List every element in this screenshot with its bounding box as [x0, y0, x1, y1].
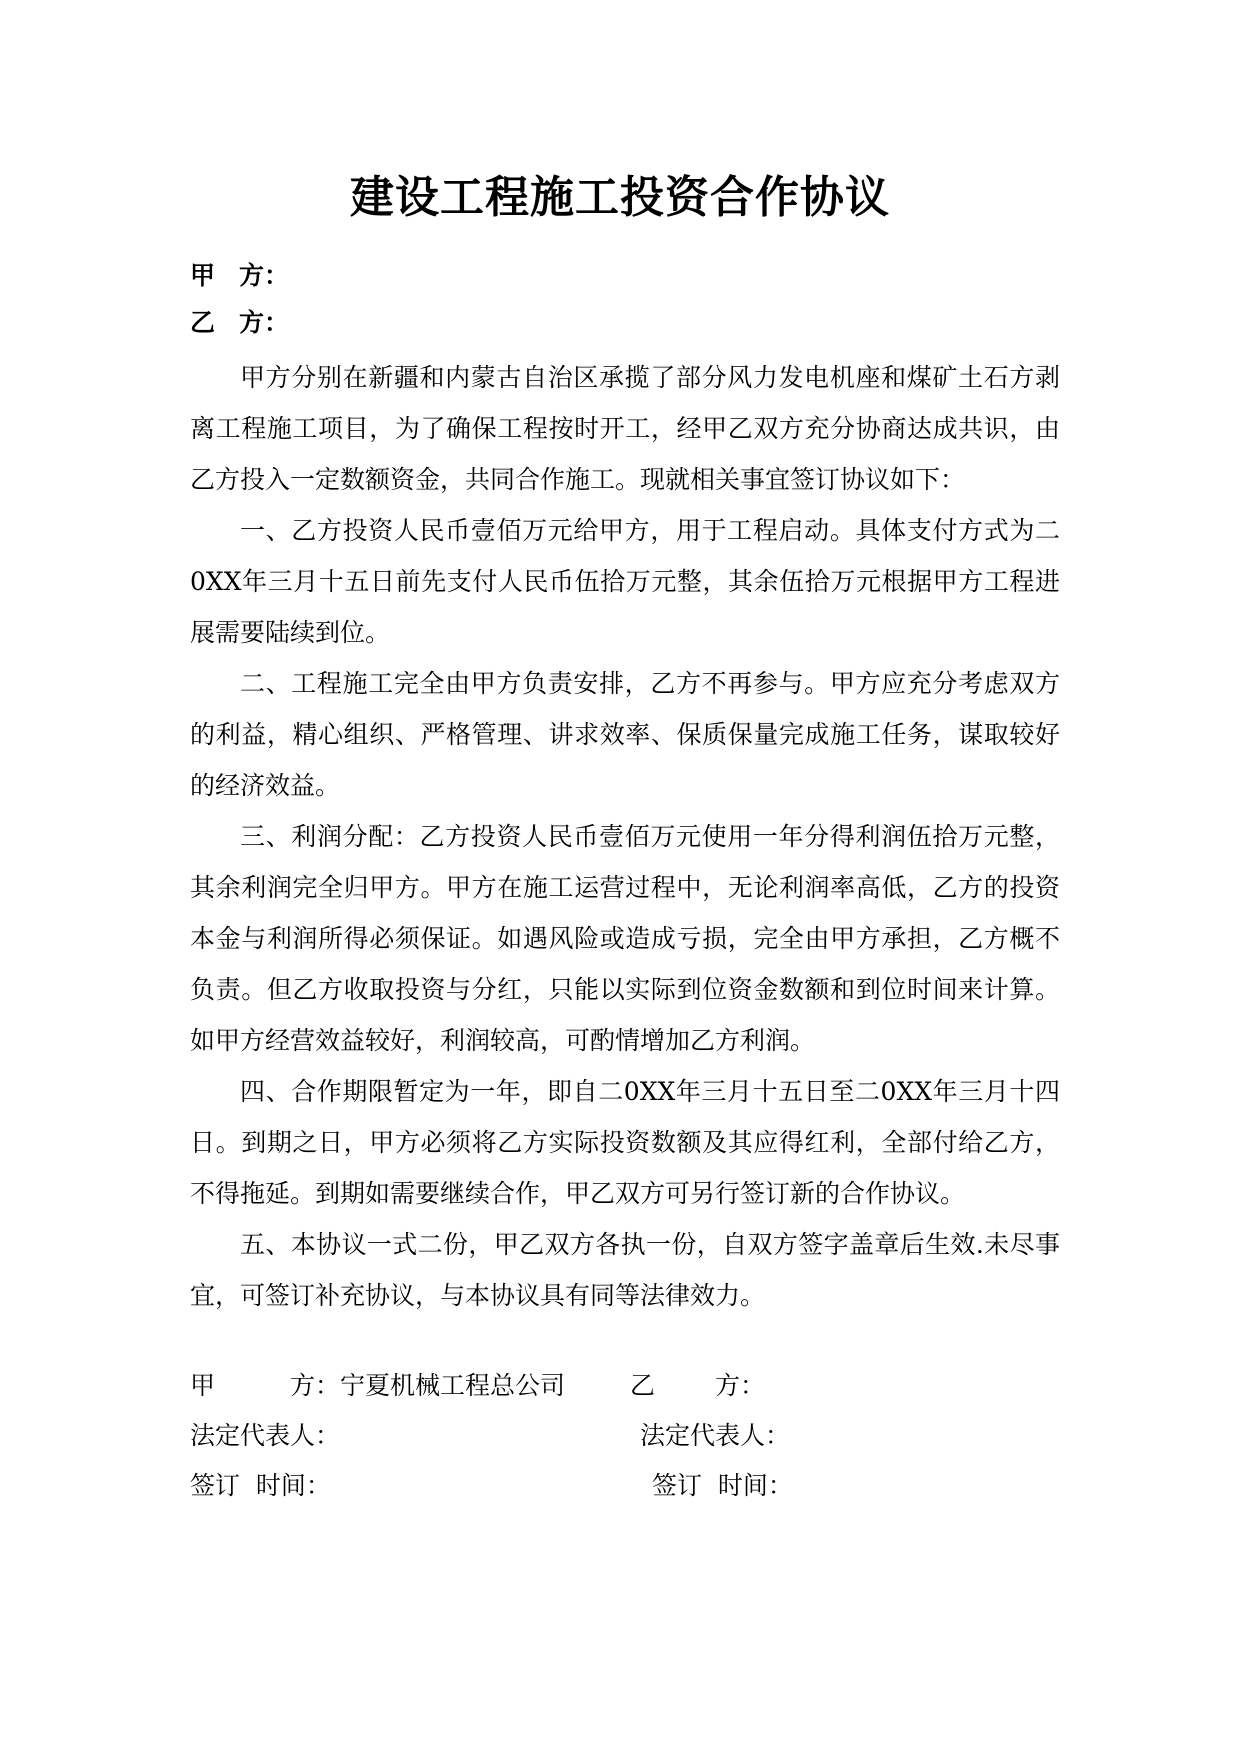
intro-paragraph: 甲方分别在新疆和内蒙古自治区承揽了部分风力发电机座和煤矿土石方剥离工程施工项目，为了确保工程按时开工，经甲乙双方充分协商达成共识，由乙方投入一定数额资金，共同合作施工。现就相关事宜签订协议如下：	[190, 363, 1060, 494]
party-b-label: 乙	[190, 308, 216, 337]
party-b-colon: 方：	[239, 308, 290, 337]
agreement-body	[190, 352, 1060, 1321]
sig-date-b: 签订 时间：	[652, 1471, 793, 1500]
clause-2: 二、工程施工完全由甲方负责安排，乙方不再参与。甲方应充分考虑双方的利益，精心组织、严格管理、讲求效率、保质保量完成施工任务，谋取较好的经济效益。	[190, 669, 1060, 800]
party-b-line	[190, 305, 289, 341]
clause-1: 一、乙方投资人民币壹佰万元给甲方，用于工程启动。具体支付方式为二0XX年三月十五日前先支付人民币伍拾万元整，其余伍拾万元根据甲方工程进展需要陆续到位。	[190, 516, 1060, 647]
sig-rep-b: 法定代表人：	[640, 1421, 791, 1450]
party-a-colon: 方：	[239, 261, 290, 290]
sig-party-b-name: 方：	[715, 1371, 766, 1400]
clause-3: 三、利润分配：乙方投资人民币壹佰万元使用一年分得利润伍拾万元整，其余利润完全归甲方。甲方在施工运营过程中，无论利润率高低，乙方的投资本金与利润所得必须保证。如遇风险或造成亏损，完全由甲方承担，乙方概不负责。但乙方收取投资与分红，只能以实际到位资金数额和到位时间来计算。如甲方经营效益较好，利润较高，可酌情增加乙方利润。	[190, 822, 1060, 1055]
sig-party-a-label: 甲	[190, 1371, 216, 1400]
document-title: 建设工程施工投资合作协议	[350, 172, 890, 223]
party-a-line	[190, 258, 289, 294]
sig-date-a: 签订 时间：	[190, 1471, 331, 1500]
clause-5: 五、本协议一式二份，甲乙双方各执一份，自双方签字盖章后生效.未尽事宜，可签订补充协议，与本协议具有同等法律效力。	[190, 1230, 1060, 1310]
sig-party-b-label: 乙	[630, 1371, 656, 1400]
party-a-label: 甲	[190, 261, 216, 290]
sig-party-a-name: 方：宁夏机械工程总公司	[290, 1371, 566, 1400]
sig-rep-a: 法定代表人：	[190, 1421, 341, 1450]
clause-4: 四、合作期限暂定为一年，即自二0XX年三月十五日至二0XX年三月十四日。到期之日，甲方必须将乙方实际投资数额及其应得红利，全部付给乙方，不得拖延。到期如需要继续合作，甲乙双方可另行签订新的合作协议。	[190, 1077, 1060, 1208]
